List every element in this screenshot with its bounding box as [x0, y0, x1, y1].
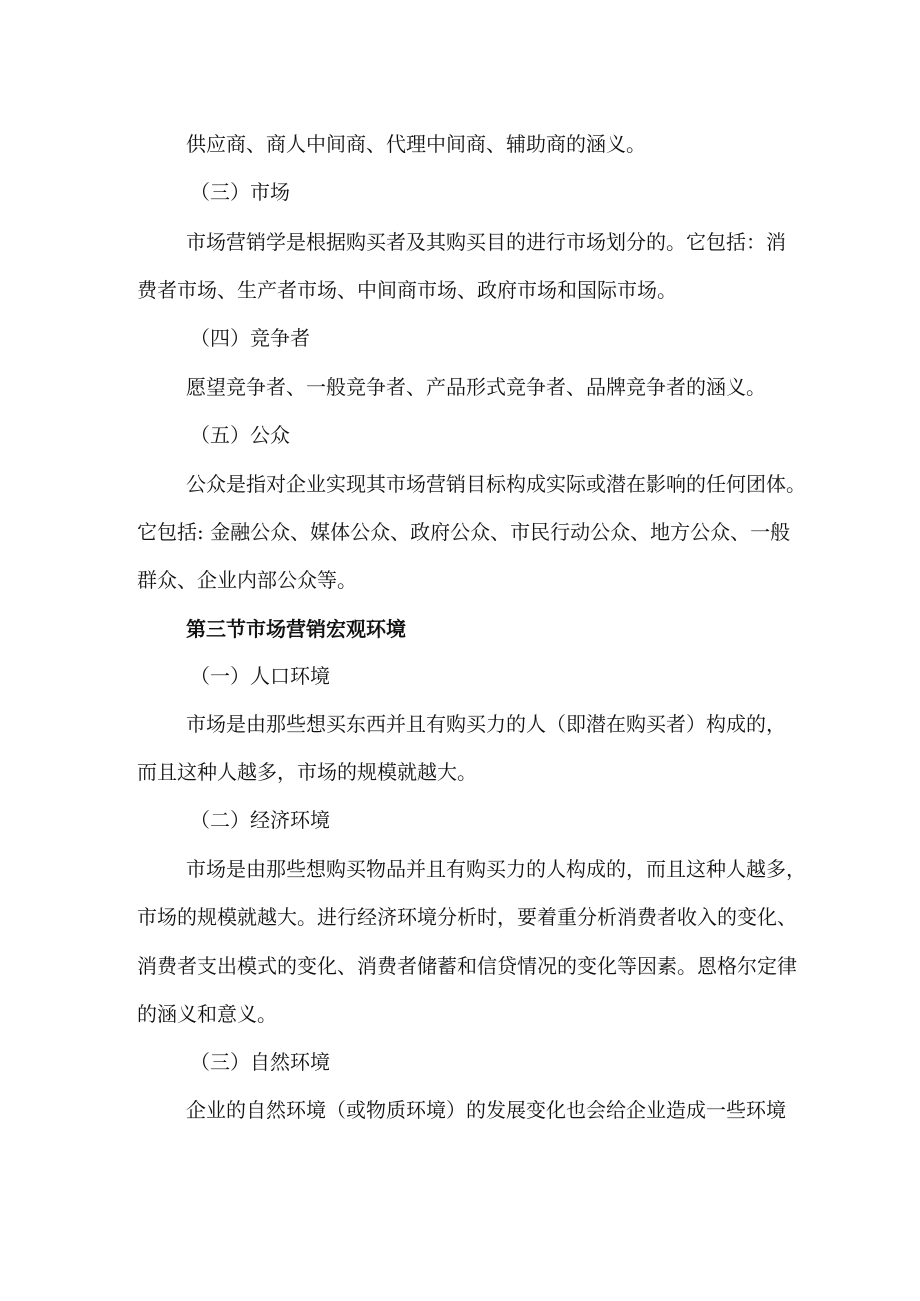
paragraph-line: 而且这种人越多，市场的规模就越大。: [137, 760, 477, 784]
paragraph-line: 的涵义和意义。: [137, 1002, 277, 1026]
paragraph-line: 市场营销学是根据购买者及其购买目的进行市场划分的。它包括：消: [186, 230, 786, 254]
subsection-heading: （五）公众: [190, 423, 290, 447]
paragraph-line: 市场的规模就越大。进行经济环境分析时，要着重分析消费者收入的变化、: [137, 905, 797, 929]
paragraph-line: 公众是指对企业实现其市场营销目标构成实际或潜在影响的任何团体。: [186, 472, 806, 496]
paragraph-line: 愿望竞争者、一般竞争者、产品形式竞争者、品牌竞争者的涵义。: [186, 375, 766, 399]
paragraph-line: 消费者支出模式的变化、消费者储蓄和信贷情况的变化等因素。恩格尔定律: [137, 954, 797, 978]
paragraph-line: 费者市场、生产者市场、中间商市场、政府市场和国际市场。: [137, 278, 677, 302]
paragraph-line: 企业的自然环境（或物质环境）的发展变化也会给企业造成一些环境: [186, 1098, 786, 1122]
subsection-heading: （一）人口环境: [190, 664, 330, 688]
section-heading: 第三节市场营销宏观环境: [186, 617, 406, 641]
subsection-heading: （二）经济环境: [190, 808, 330, 832]
paragraph-line: 市场是由那些想买东西并且有购买力的人（即潜在购买者）构成的，: [186, 712, 786, 736]
subsection-heading: （四）竞争者: [190, 326, 310, 350]
subsection-heading: （三）自然环境: [190, 1050, 330, 1074]
paragraph-line: 供应商、商人中间商、代理中间商、辅助商的涵义。: [186, 132, 646, 156]
paragraph-line: 它包括: 金融公众、媒体公众、政府公众、市民行动公众、地方公众、一般: [137, 520, 791, 544]
paragraph-line: 市场是由那些想购买物品并且有购买力的人构成的，而且这种人越多，: [186, 857, 806, 881]
paragraph-line: 群众、企业内部公众等。: [137, 568, 357, 592]
subsection-heading: （三）市场: [190, 180, 290, 204]
